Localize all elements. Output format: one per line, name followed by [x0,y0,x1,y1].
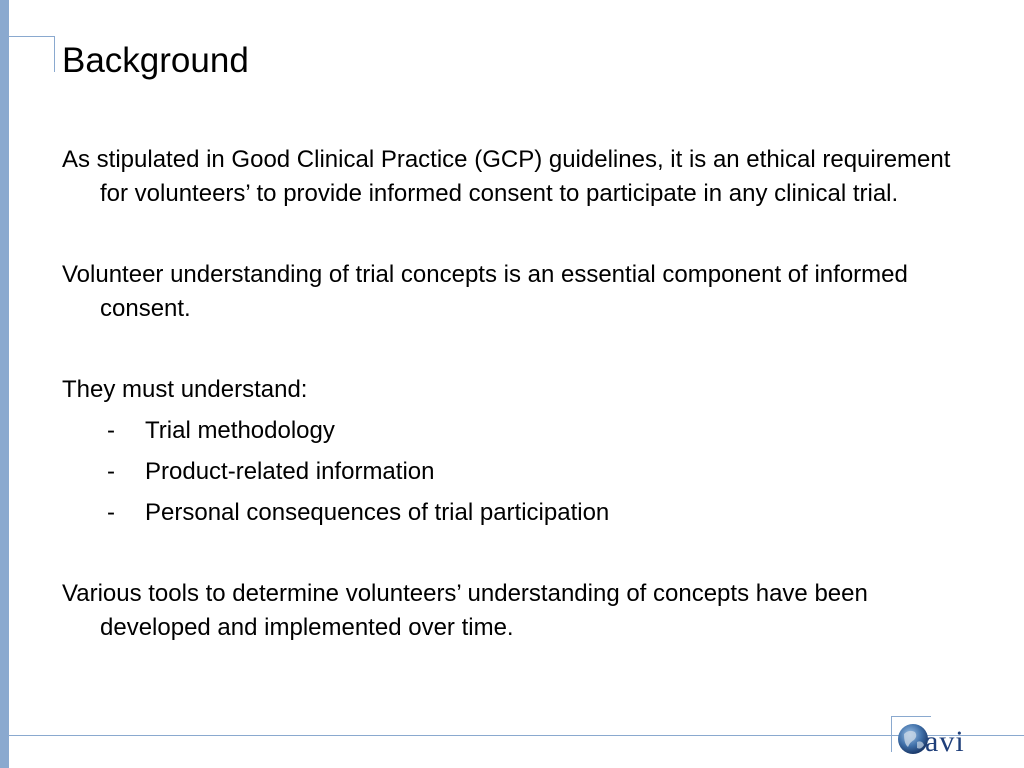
list-dash: - [107,458,115,485]
title-accent-vline [54,36,55,72]
slide-title: Background [62,41,249,80]
left-accent-bar [0,0,9,768]
list-item [62,496,972,530]
list-item-text: Trial methodology [145,417,335,444]
list-dash: - [107,417,115,444]
list-item [62,414,972,448]
logo-text: avi [925,725,965,758]
slide-body [62,143,972,645]
paragraph-must-understand: They must understand: [62,376,308,403]
title-accent-line [9,36,55,37]
list-item [62,455,972,489]
paragraph-gcp: As stipulated in Good Clinical Practice (GCP) guidelines, it is an ethical requirement for volunteers’ to provide informed consent to participate in any clinical trial. [62,146,951,207]
logo-accent-hline [891,716,931,717]
list-item-text: Personal consequences of trial participation [145,499,610,526]
logo-accent-vline [891,716,892,752]
paragraph-understanding: Volunteer understanding of trial concepts is an essential component of informed consent. [62,261,908,322]
list-dash: - [107,499,115,526]
list-item-text: Product-related information [145,458,435,485]
paragraph-tools: Various tools to determine volunteers’ understanding of concepts have been developed and implemented over time. [62,580,868,641]
footer-accent-line [0,735,1024,736]
